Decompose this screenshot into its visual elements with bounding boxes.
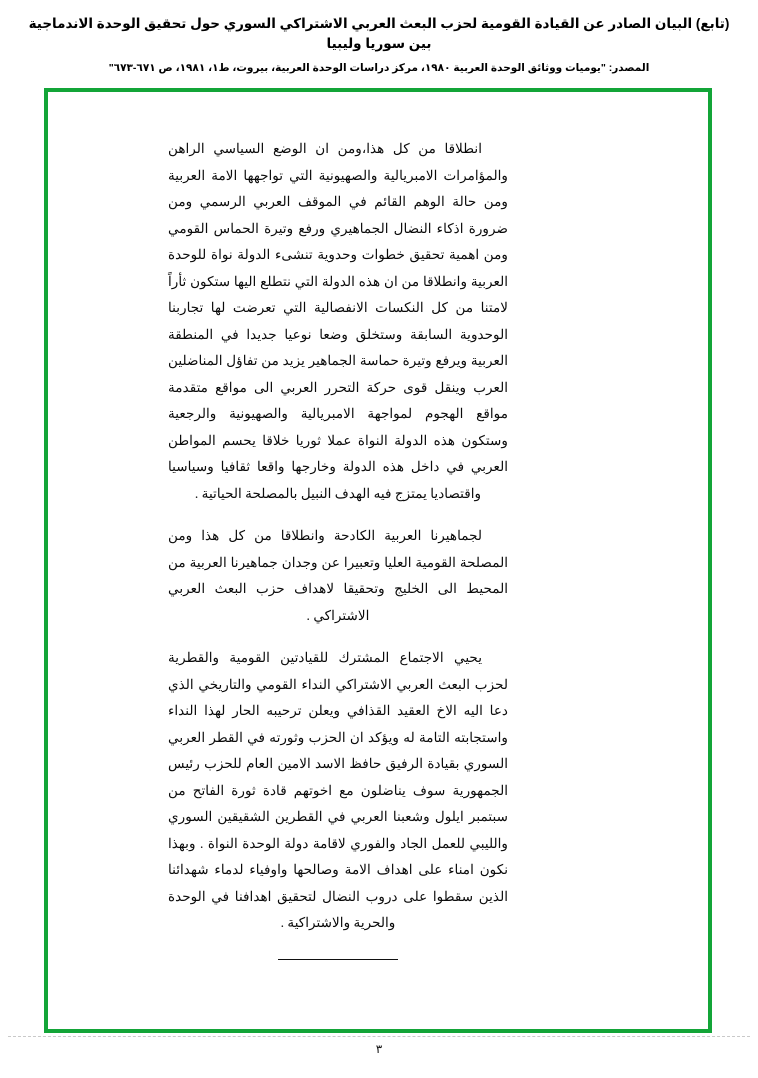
document-source-line: المصدر: "يوميات ووثائق الوحدة العربية ١٩٨٠، مركز دراسات الوحدة العربية، بيروت، ط١، ١٩٨١، ص ٦٧١-٦٧٣" <box>108 61 650 74</box>
document-body <box>48 92 708 1029</box>
horizontal-rule <box>278 959 398 960</box>
document-footer <box>0 1040 758 1058</box>
green-border-frame <box>44 88 712 1033</box>
document-header <box>0 0 758 75</box>
paragraph-2: لجماهيرنا العربية الكادحة وانطلاقا من كل هذا ومن المصلحة القومية العليا وتعبيرا عن وجدان جماهيرنا العربية من المحيط الى الخليج وتحقيقا لاهداف حزب البعث العربي الاشتراكي . <box>168 528 508 623</box>
body-text-column <box>168 136 508 937</box>
page-number: ٣ <box>375 1042 383 1056</box>
paragraph-3: يحيي الاجتماع المشترك للقيادتين القومية والقطرية لحزب البعث العربي الاشتراكي النداء القومي والتاريخي الذي دعا اليه الاخ العقيد القذافي ويعلن ترحيبه الحار لهذا النداء واستجابته التامة له ويؤكد ان الحزب وثورته في القطر العربي السوري بقيادة الرفيق حافظ الاسد الامين العام للحزب رئيس الجمهورية سوف يناضلون مع اخوتهم قادة ثورة الفاتح من سبتمبر ايلول وشعبنا العربي في القطرين الشقيقين السوري والليبي للعمل الجاد والفوري لاقامة دولة الوحدة النواة . وبهذا نكون امناء على اهداف الامة وصالحها واوفياء لدماء شهدائنا الذين سقطوا على دروب النضال لتحقيق اهدافنا في الوحدة والحرية والاشتراكية . <box>168 650 508 930</box>
end-of-text-rule-wrapper <box>168 951 508 969</box>
paragraph-1: انطلاقا من كل هذا،ومن ان الوضع السياسي الراهن والمؤامرات الامبريالية والصهيونية التي تواجهها الامة العربية ومن حالة الوهم القائم في الموقف العربي الرسمي ومن ضرورة اذكاء النضال الجماهيري ورفع وتيرة الحماس القومي ومن اهمية تحقيق خطوات وحدوية تنشىء الدولة نواة للوحدة العربية وانطلاقا من ان هذه الدولة التي نتطلع اليها ستكون ثأراً لامتنا من كل النكسات الانفصالية التي تعرضت لها تجاربنا الوحدوية السابقة وستخلق وضعا نوعيا جديدا في المنطقة العربية ويرفع وتيرة حماسة الجماهير يزيد من تفاؤل المناضلين العرب وينقل قوى حركة التحرر العربي الى مواقع متقدمة مواقع الهجوم لمواجهة الامبريالية والصهيونية والرجعية وستكون هذه الدولة النواة عملا ثوريا خلاقا يحسم المواطن العربي في داخل هذه الدولة وخارجها واقعا ثقافيا وسياسيا واقتصاديا يمتزج فيه الهدف النبيل بالمصلحة الحياتية . <box>168 141 508 501</box>
page-title: (تابع) البيان الصادر عن القيادة القومية لحزب البعث العربي الاشتراكي السوري حول تحقيق الوحدة الاندماجية بين سوريا وليبيا <box>28 16 730 52</box>
footer-divider <box>8 1036 750 1037</box>
